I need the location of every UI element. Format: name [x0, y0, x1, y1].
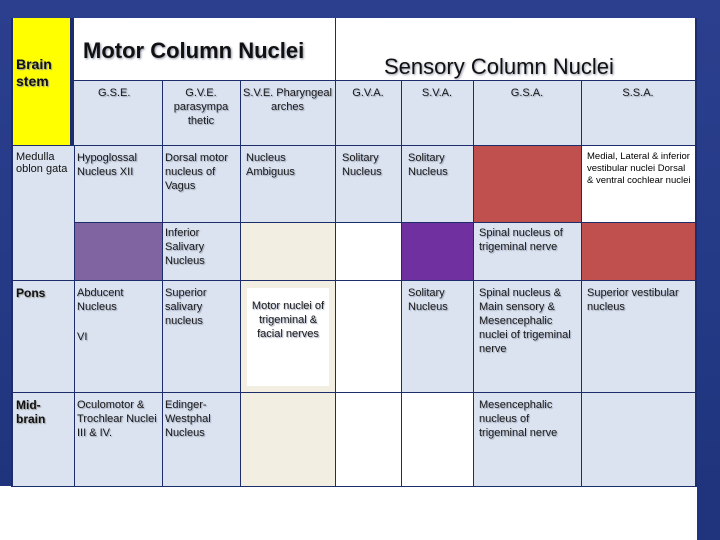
cell-pons-ssa: Superior vestibular nucleus [581, 280, 695, 392]
cell-midbrain-sve [240, 392, 335, 487]
cell-medulla2-ssa [581, 222, 695, 280]
motor-title-cell [74, 18, 335, 80]
column-header-gve: G.V.E. parasympa thetic [162, 80, 240, 145]
cell-medulla-sva: Solitary Nucleus [401, 145, 473, 222]
cell-midbrain-sva [401, 392, 473, 487]
column-header-gse: G.S.E. [74, 80, 162, 145]
cell-pons-sve: Motor nuclei of trigeminal & facial nerves [247, 288, 329, 386]
cell-medulla2-gva [335, 222, 401, 280]
cell-medulla-gse: Hypoglossal Nucleus XII [74, 145, 162, 222]
column-header-gsa: G.S.A. [473, 80, 581, 145]
sensory-title-cell [335, 18, 695, 80]
column-header-ssa: S.S.A. [581, 80, 695, 145]
cell-pons-gva [335, 280, 401, 392]
motor-column-title: Motor Column Nuclei [83, 38, 305, 63]
cell-medulla-gsa [473, 145, 581, 222]
cell-medulla2-sva [401, 222, 473, 280]
cell-pons-sva: Solitary Nucleus [401, 280, 473, 392]
row-label-medulla: Medulla oblon gata [16, 151, 68, 175]
row-label-midbrain: Mid- brain [16, 398, 46, 426]
row-label-medulla-cell [13, 145, 74, 280]
cell-pons-gve: Superior salivary nucleus [162, 280, 240, 392]
cell-pons-gse [74, 280, 162, 392]
column-header-sva: S.V.A. [401, 80, 473, 145]
slide-background-corner [697, 486, 720, 540]
cell-medulla2-sve [240, 222, 335, 280]
column-header-sve: S.V.E. Pharyngeal arches [240, 80, 335, 145]
cell-medulla2-gsa: Spinal nucleus of trigeminal nerve [473, 222, 581, 280]
cell-pons-gse-text: Abducent Nucleus [77, 287, 124, 313]
column-header-gva: G.V.A. [335, 80, 401, 145]
cell-medulla2-gse [74, 222, 162, 280]
row-label-pons-cell [13, 280, 74, 392]
slide-bottom-margin [0, 486, 697, 540]
cell-medulla-sve: Nucleus Ambiguus [240, 145, 335, 222]
cell-pons-gsa: Spinal nucleus & Main sensory & Mesencephalic nuclei of trigeminal nerve [473, 280, 581, 392]
cell-midbrain-gva [335, 392, 401, 487]
cell-medulla-gva: Solitary Nucleus [335, 145, 401, 222]
cell-midbrain-gsa: Mesencephalic nucleus of trigeminal nerve [473, 392, 581, 487]
cell-pons-gse-numeral: VI [77, 331, 88, 343]
row-label-pons: Pons [16, 286, 46, 300]
cell-midbrain-gve: Edinger- Westphal Nucleus [162, 392, 240, 487]
sensory-column-title: Sensory Column Nuclei [384, 54, 614, 79]
row-label-midbrain-cell [13, 392, 74, 487]
cell-medulla2-gve: Inferior Salivary Nucleus [162, 222, 240, 280]
cell-midbrain-gse: Oculomotor & Trochlear Nuclei III & IV. [74, 392, 162, 487]
brainstem-label: Brain stem [16, 56, 52, 89]
cell-midbrain-ssa [581, 392, 695, 487]
cell-medulla-ssa: Medial, Lateral & inferior vestibular nuclei Dorsal & ventral cochlear nuclei [581, 145, 695, 222]
cell-medulla-gve: Dorsal motor nucleus of Vagus [162, 145, 240, 222]
brainstem-header-cell [13, 18, 70, 145]
